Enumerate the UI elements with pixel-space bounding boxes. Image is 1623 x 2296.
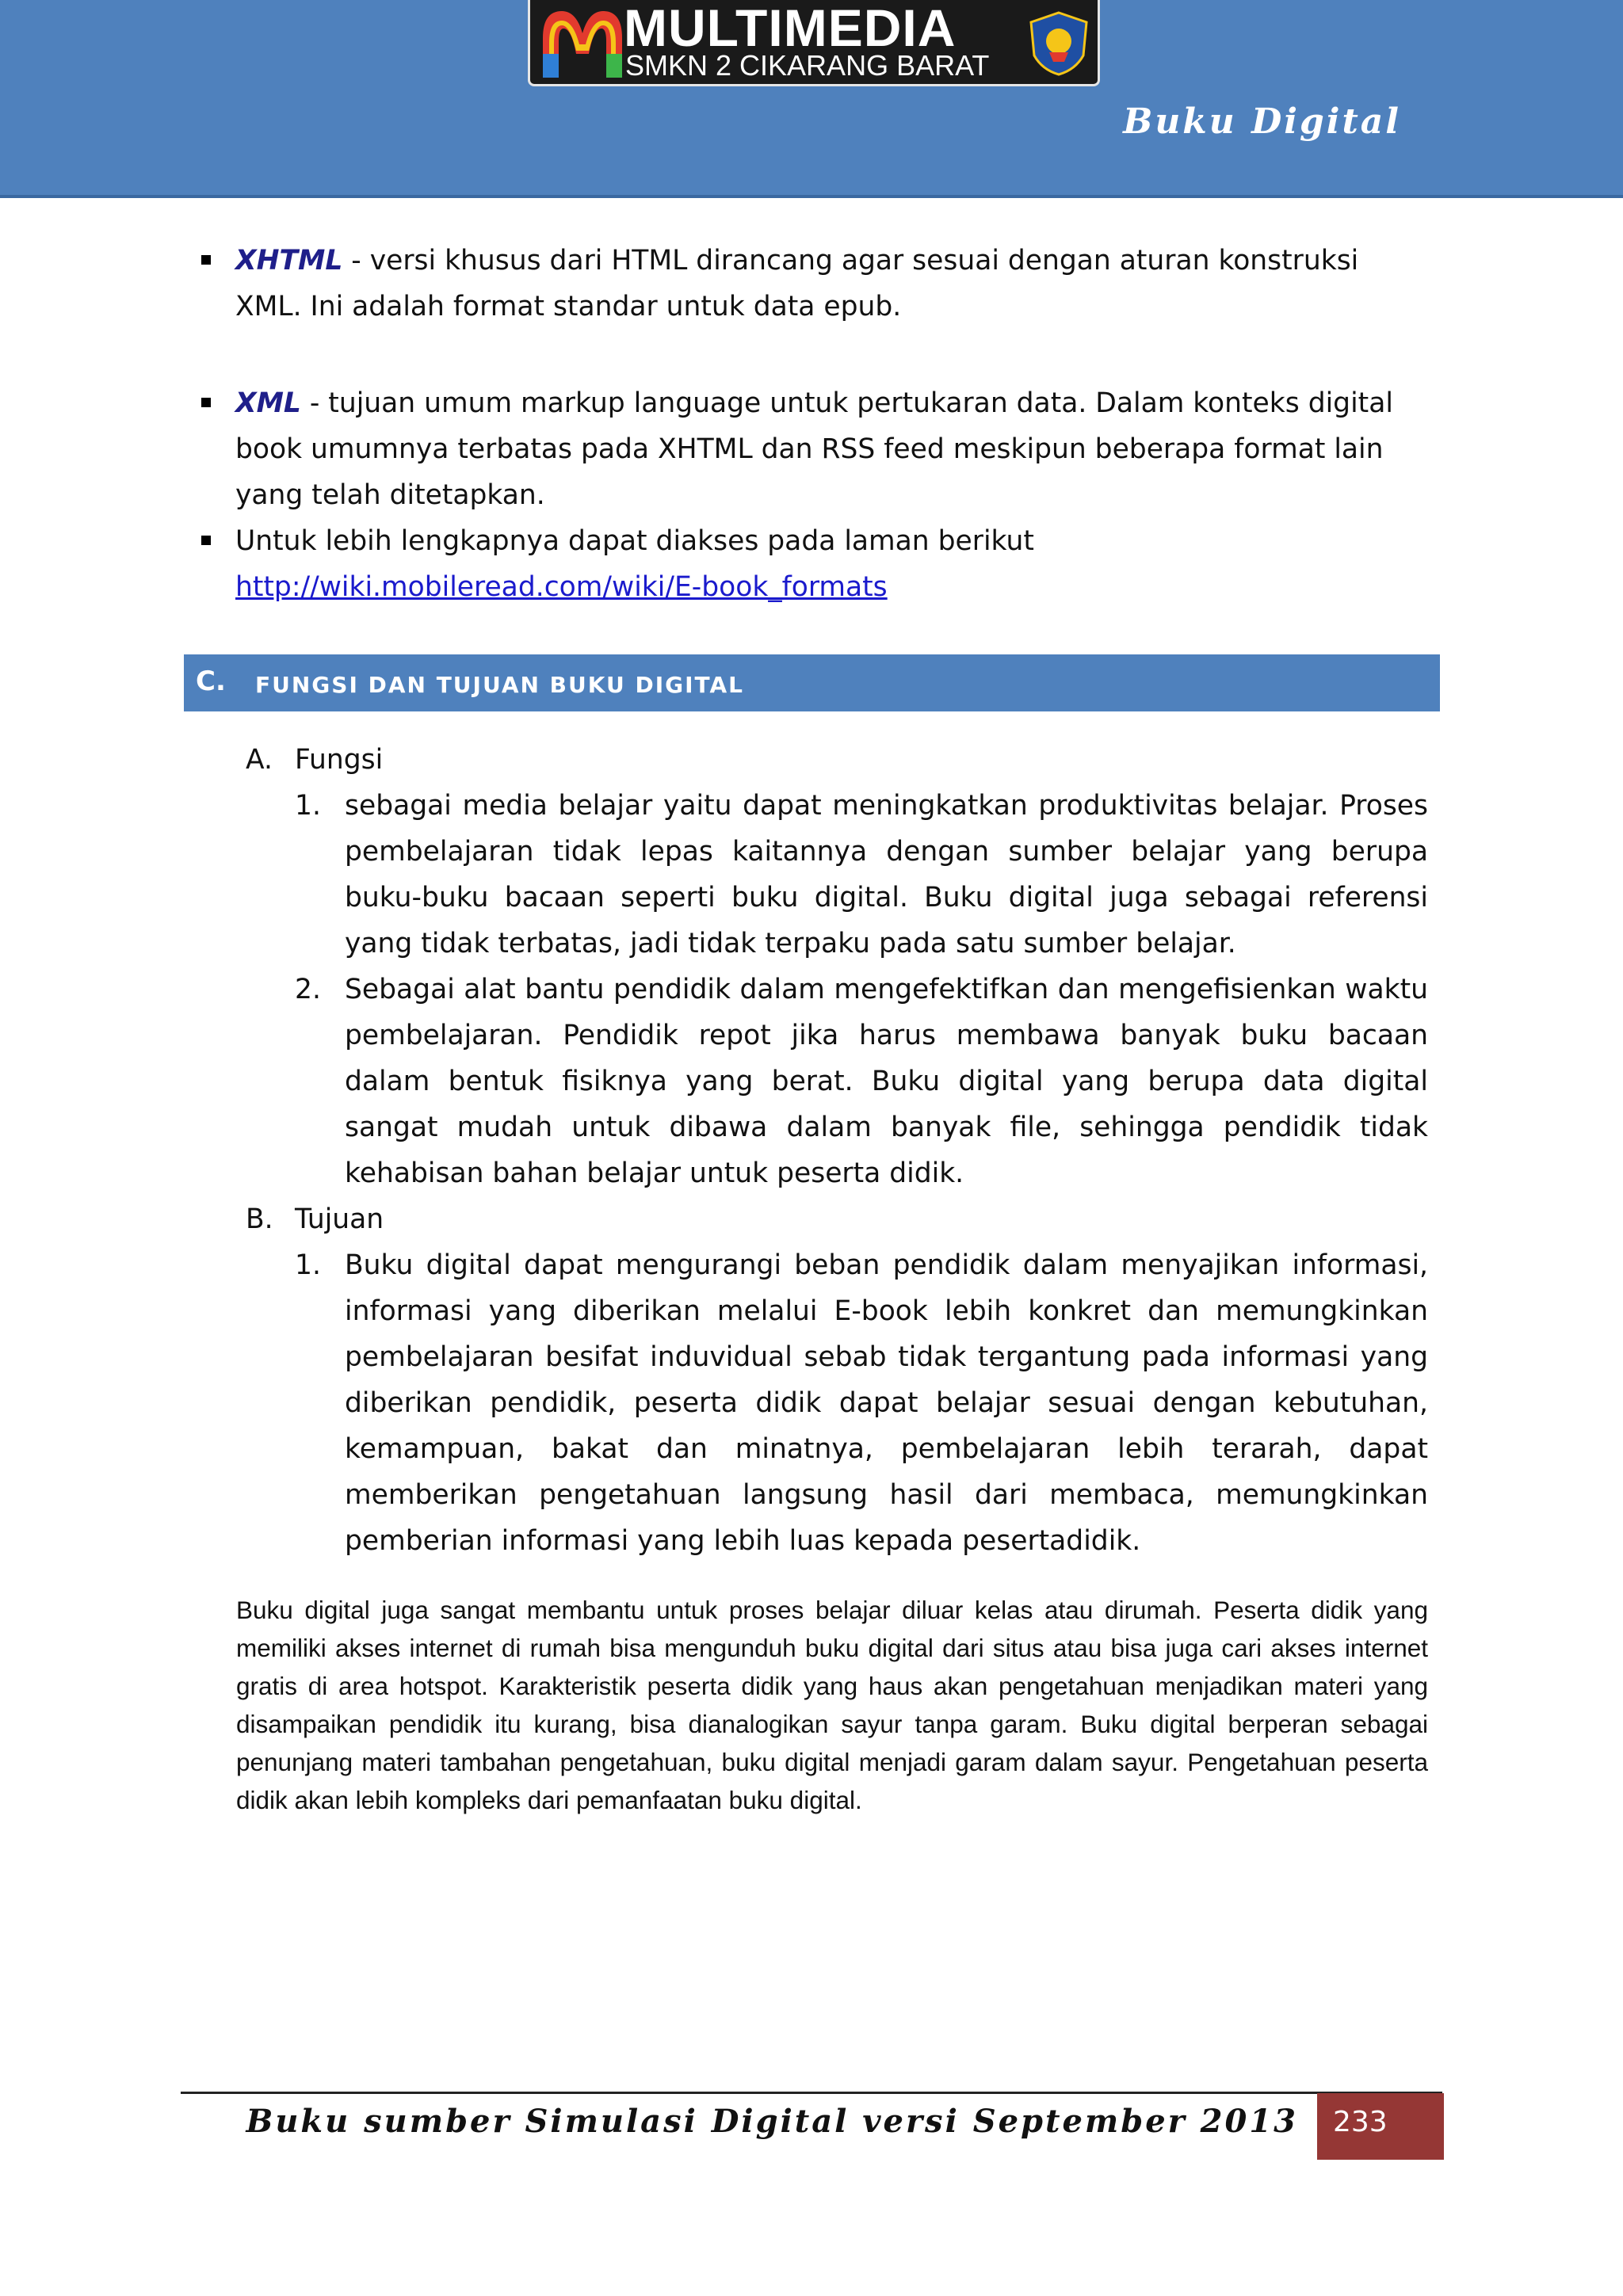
format-bullet-list [198, 238, 1428, 610]
bullet-text: - tujuan umum markup language untuk pertukaran data. Dalam konteks digital book umumnya terbatas pada XHTML dan RSS feed meskipun beberapa format lain yang telah ditetapkan. [235, 387, 1393, 511]
logo-subtitle: SMKN 2 CIKARANG BARAT [625, 49, 990, 82]
logo-title: MULTIMEDIA [624, 0, 957, 57]
outline-item-fungsi [198, 737, 1428, 783]
bullet-text: Untuk lebih lengkapnya dapat diakses pada laman berikut [235, 525, 1034, 557]
page-number-box [1317, 2093, 1444, 2160]
outline-list [198, 737, 1428, 1564]
bullet-text: - versi khusus dari HTML dirancang agar sesuai dengan aturan konstruksi XML. Ini adalah format standar untuk data epub. [235, 245, 1359, 322]
fungsi-item [198, 783, 1428, 967]
item-number: 1. [295, 790, 321, 822]
outline-marker: A. [246, 744, 273, 776]
bullet-xml [198, 380, 1428, 518]
item-text: Buku digital dapat mengurangi beban pendidik dalam menyajikan informasi, informasi yang diberikan melalui E-book lebih konkret dan memungkinkan pembelajaran besifat induvidual sebab tidak tergantung pada informasi yang diberikan pendidik, peserta didik dapat belajar sesuai dengan kebutuhan, kemampuan, bakat dan minatnya, pembelajaran lebih terarah, dapat memberikan pengetahuan langsung hasil dari membaca, memungkinkan pemberian informasi yang lebih luas kepada pesertadidik. [345, 1249, 1428, 1557]
item-text: Sebagai alat bantu pendidik dalam mengefektifkan dan mengefisienkan waktu pembelajaran. Pendidik repot jika harus membawa banyak buku bacaan dalam bentuk fisiknya yang berat. Buku digital yang berupa data digital sangat mudah untuk dibawa dalam banyak file, sehingga pendidik tidak kehabisan bahan belajar untuk peserta didik. [345, 974, 1428, 1189]
header-band [0, 0, 1623, 198]
ebook-formats-link[interactable]: http://wiki.mobileread.com/wiki/E-book_formats [235, 571, 888, 603]
bullet-xhtml [198, 238, 1428, 330]
footer-book-title: Buku sumber Simulasi Digital versi September 2013 [246, 2103, 1298, 2140]
section-letter: C. [196, 666, 226, 697]
square-bullet-icon [201, 398, 211, 407]
fungsi-item [198, 967, 1428, 1196]
header-title: Buku Digital [1123, 101, 1401, 142]
tujuan-item [198, 1242, 1428, 1564]
outline-marker: B. [246, 1203, 273, 1235]
bullet-more-info [198, 518, 1428, 610]
page-number: 233 [1333, 2106, 1388, 2138]
term-xml: XML [235, 387, 301, 419]
item-number: 2. [295, 974, 321, 1005]
square-bullet-icon [201, 536, 211, 545]
multimedia-m-icon [538, 6, 627, 79]
term-xhtml: XHTML [235, 245, 343, 277]
section-heading-bar [184, 654, 1440, 711]
outline-label: Fungsi [295, 744, 384, 776]
body-paragraph: Buku digital juga sangat membantu untuk proses belajar diluar kelas atau dirumah. Peserta didik yang memiliki akses internet di rumah bisa mengunduh buku digital dari situs atau bisa juga cari akses internet gratis di area hotspot. Karakteristik peserta didik yang haus akan pengetahuan menjadikan materi yang disampaikan pendidik itu kurang, bisa dianalogikan sayur tanpa garam. Buku digital berperan sebagai penunjang materi tambahan pengetahuan, buku digital menjadi garam dalam sayur. Pengetahuan peserta didik akan lebih kompleks dari pemanfaatan buku digital. [236, 1596, 1428, 1814]
outline-label: Tujuan [295, 1203, 384, 1235]
square-bullet-icon [201, 255, 211, 265]
outline-item-tujuan [198, 1196, 1428, 1242]
school-emblem-icon [1028, 11, 1090, 76]
multimedia-logo [528, 0, 1100, 86]
item-number: 1. [295, 1249, 321, 1281]
section-title: FUNGSI DAN TUJUAN BUKU DIGITAL [255, 672, 744, 698]
item-text: sebagai media belajar yaitu dapat meningkatkan produktivitas belajar. Proses pembelajaran tidak lepas kaitannya dengan sumber belajar yang berupa buku-buku bacaan seperti buku digital. Buku digital juga sebagai referensi yang tidak terbatas, jadi tidak terpaku pada satu sumber belajar. [345, 790, 1428, 959]
footer-divider [181, 2092, 1442, 2094]
